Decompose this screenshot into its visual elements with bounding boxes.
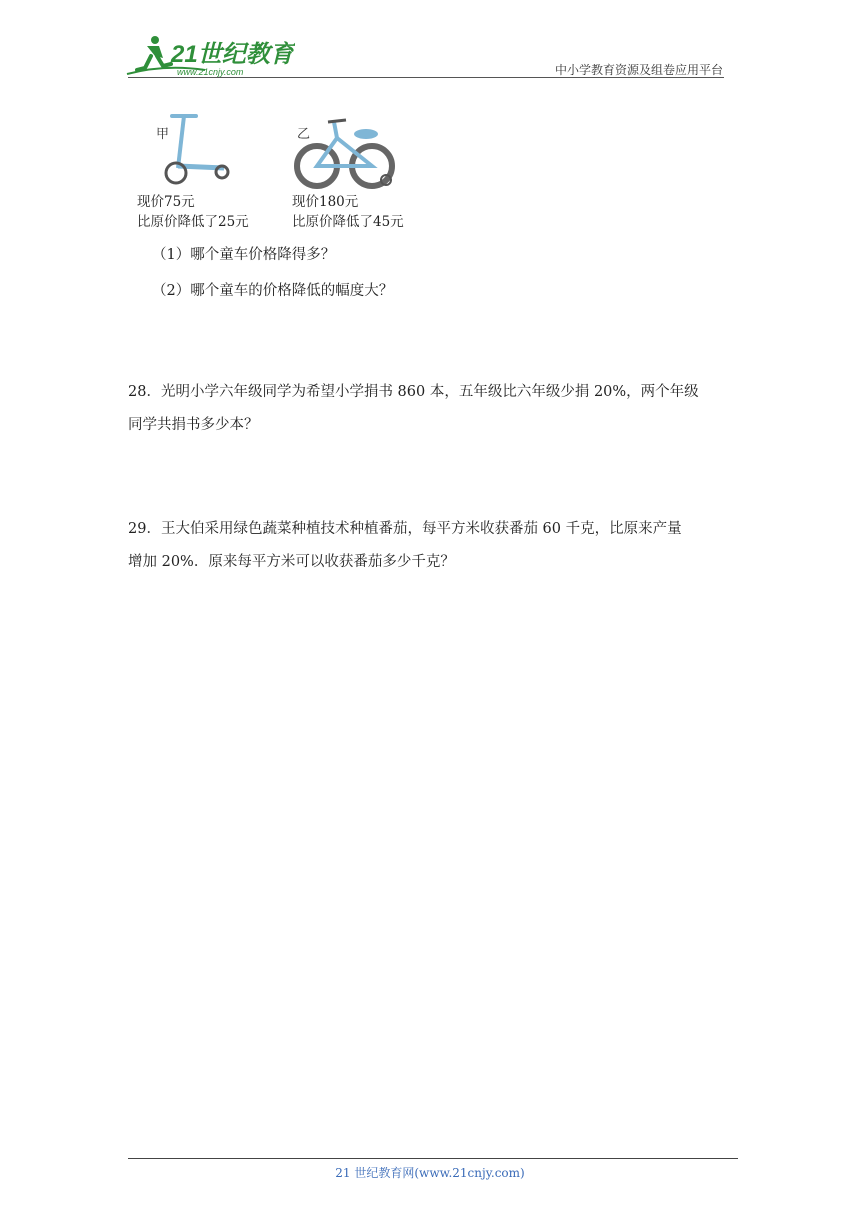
header-divider (128, 77, 724, 78)
logo-url: www.21cnjy.com (177, 67, 244, 77)
q27-sub2: （2）哪个童车的价格降低的幅度大？ (152, 283, 394, 299)
item-a-price: 现价75元 (137, 194, 195, 210)
scooter-image (156, 116, 228, 183)
bicycle-image (297, 120, 392, 186)
q29-line2: 增加 20%．原来每平方米可以收获番茄多少千克？ (128, 554, 455, 570)
item-b-price: 现价180元 (292, 194, 359, 210)
label-yi: 乙 (297, 127, 311, 142)
logo-21cnjy (125, 34, 295, 80)
logo-text: 21世纪教育 (171, 41, 294, 68)
item-a-reduction: 比原价降低了25元 (137, 214, 249, 230)
q28-line2: 同学共捐书多少本？ (128, 417, 259, 433)
label-jia: 甲 (156, 127, 170, 142)
footer-link[interactable]: 21 世纪教育网(www.21cnjy.com) (335, 1166, 525, 1180)
item-b-reduction: 比原价降低了45元 (292, 214, 404, 230)
footer-divider (128, 1158, 738, 1159)
q29-line1: 29．王大伯采用绿色蔬菜种植技术种植番茄，每平方米收获番茄 60 千克，比原来产量 (128, 521, 682, 537)
q27-sub1: （1）哪个童车价格降得多？ (152, 247, 336, 263)
page-header (125, 34, 725, 80)
platform-name: 中小学教育资源及组卷应用平台 (554, 63, 723, 77)
q28-line1: 28．光明小学六年级同学为希望小学捐书 860 本，五年级比六年级少捐 20%，两个年级 (128, 384, 699, 400)
